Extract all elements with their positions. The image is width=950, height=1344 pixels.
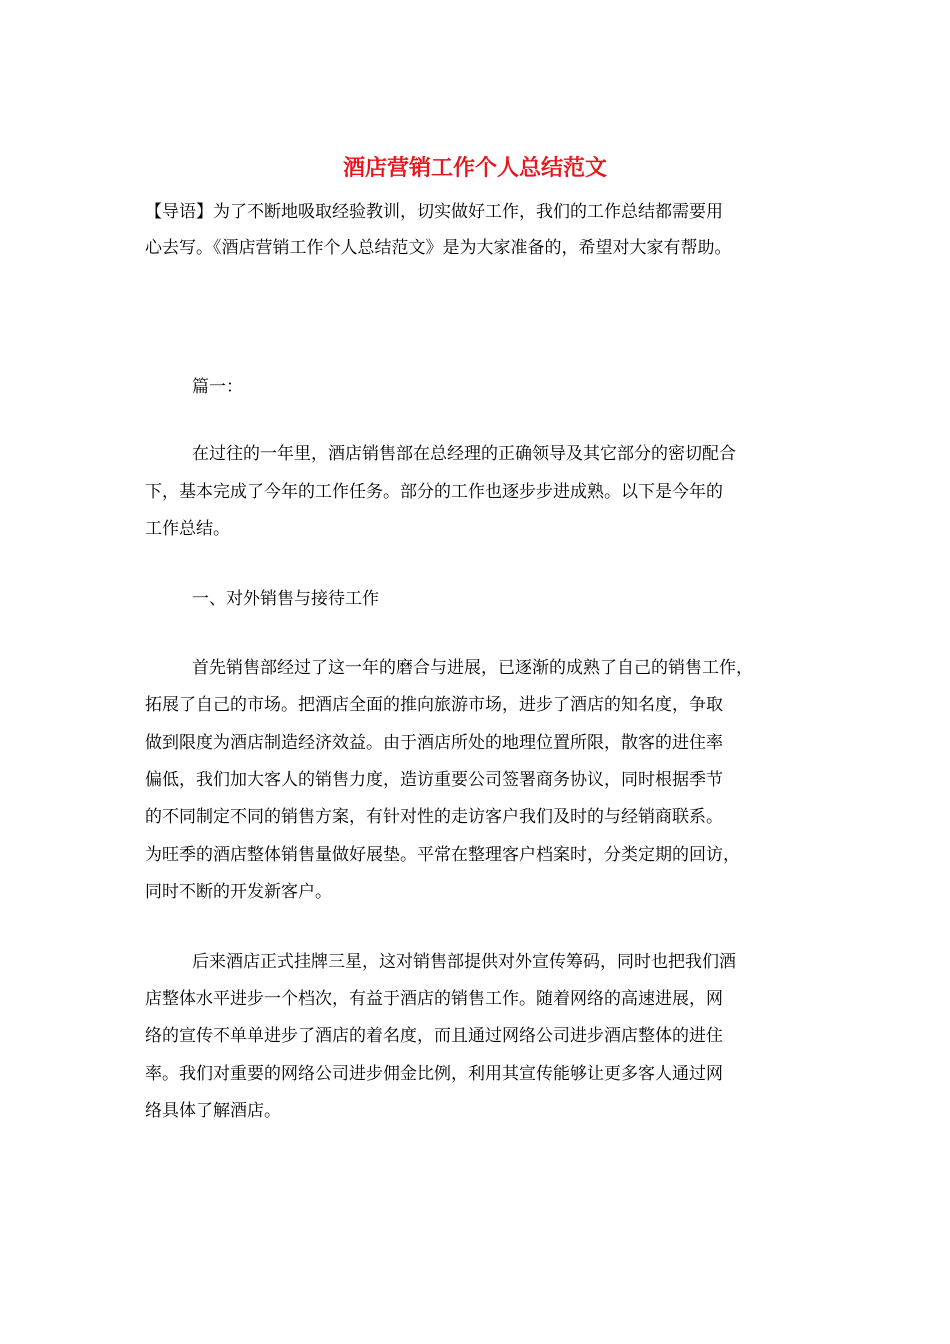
paragraph-line: 工作总结。: [145, 519, 230, 539]
paragraph-line: 首先销售部经过了这一年的磨合与进展，已逐渐的成熟了自己的销售工作，: [192, 658, 753, 678]
paragraph-line: 为旺季的酒店整体销售量做好展垫。平常在整理客户档案时，分类定期的回访，: [145, 845, 740, 865]
paragraph-line: 店整体水平进步一个档次，有益于酒店的销售工作。随着网络的高速进展，网: [145, 989, 723, 1009]
section-label: 篇一：: [192, 377, 243, 397]
paragraph-line: 后来酒店正式挂牌三星，这对销售部提供对外宣传筹码，同时也把我们酒: [192, 952, 736, 972]
paragraph-line: 拓展了自己的市场。把酒店全面的推向旅游市场，进步了酒店的知名度，争取: [145, 695, 723, 715]
paragraph-line: 下，基本完成了今年的工作任务。部分的工作也逐步步进成熟。以下是今年的: [145, 482, 723, 502]
section-heading: 一、对外销售与接待工作: [192, 589, 379, 609]
intro-line: 心去写。《酒店营销工作个人总结范文》是为大家准备的，希望对大家有帮助。: [145, 238, 732, 258]
paragraph-line: 同时不断的开发新客户。: [145, 882, 332, 902]
document-title: 酒店营销工作个人总结范文: [342, 155, 607, 181]
paragraph-line: 的不同制定不同的销售方案，有针对性的走访客户我们及时的与经销商联系。: [145, 807, 723, 827]
paragraph-line: 在过往的一年里，酒店销售部在总经理的正确领导及其它部分的密切配合: [192, 444, 736, 464]
intro-line: 【导语】为了不断地吸取经验教训，切实做好工作，我们的工作总结都需要用: [145, 202, 723, 222]
paragraph-line: 率。我们对重要的网络公司进步佣金比例，利用其宣传能够让更多客人通过网: [145, 1064, 723, 1084]
paragraph-line: 络具体了解酒店。: [145, 1101, 281, 1121]
paragraph-line: 络的宣传不单单进步了酒店的着名度，而且通过网络公司进步酒店整体的进住: [145, 1026, 723, 1046]
paragraph-line: 偏低，我们加大客人的销售力度，造访重要公司签署商务协议，同时根据季节: [145, 770, 723, 790]
paragraph-line: 做到限度为酒店制造经济效益。由于酒店所处的地理位置所限，散客的进住率: [145, 733, 723, 753]
